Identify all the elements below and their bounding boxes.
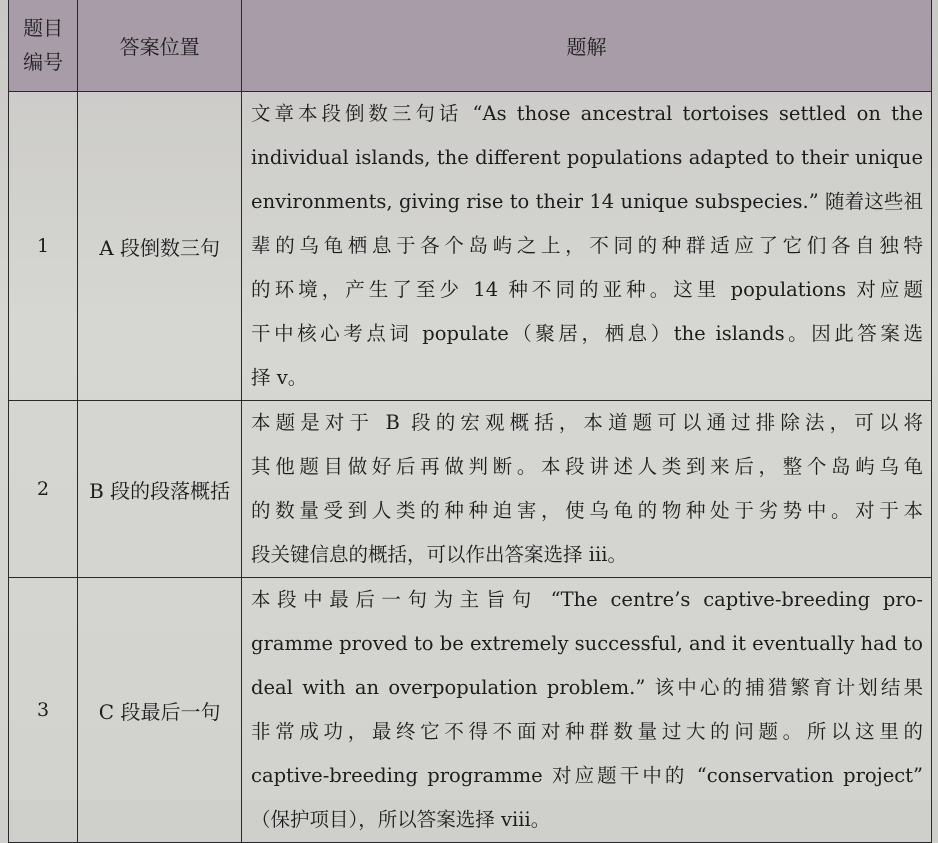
solution-line: 非常成功，最终它不得不面对种群数量过大的问题。所以这里的 (251, 720, 923, 743)
header-answer-position: 答案位置 (78, 0, 242, 92)
question-number: 2 (9, 401, 78, 578)
header-question-number (9, 0, 78, 92)
solution-line: deal with an overpopulation problem.” 该中心的捕猎繁育计划结果 (251, 676, 923, 699)
solution-text (242, 401, 932, 578)
solution-line: gramme proved to be extremely successful, and it eventually had to (251, 632, 923, 655)
answer-table (8, 0, 932, 843)
table-header-row (9, 0, 932, 92)
table-row (9, 578, 932, 843)
answer-position: C 段最后一句 (78, 578, 242, 843)
solution-line: environments, giving rise to their 14 unique subspecies.” 随着这些祖 (251, 190, 923, 213)
solution-line: 文章本段倒数三句话 “As those ancestral tortoises settled on the (251, 102, 923, 125)
header-solution: 题解 (242, 0, 932, 92)
answer-position: B 段的段落概括 (78, 401, 242, 578)
solution-line: individual islands, the different populations adapted to their unique (251, 146, 923, 169)
solution-text (242, 578, 932, 843)
solution-line: 本题是对于 B 段的宏观概括，本道题可以通过排除法，可以将 (251, 411, 923, 434)
solution-line: 其他题目做好后再做判断。本段讲述人类到来后，整个岛屿乌龟 (251, 455, 923, 478)
solution-line: 的数量受到人类的种种迫害，使乌龟的物种处于劣势中。对于本 (251, 499, 923, 522)
table-row (9, 92, 932, 401)
solution-line: 的环境，产生了至少 14 种不同的亚种。这里 populations 对应题 (251, 278, 923, 301)
solution-line: 择 v。 (251, 366, 308, 389)
header-label: 题目 (23, 16, 64, 40)
question-number: 3 (9, 578, 78, 843)
answer-position: A 段倒数三句 (78, 92, 242, 401)
table-row (9, 401, 932, 578)
solution-text (242, 92, 932, 401)
solution-line: 段关键信息的概括，可以作出答案选择 iii。 (251, 543, 627, 566)
solution-line: 干中核心考点词 populate（聚居，栖息）the islands。因此答案选 (251, 322, 923, 345)
solution-line: （保护项目），所以答案选择 viii。 (251, 808, 551, 831)
solution-line: 本段中最后一句为主旨句 “The centre’s captive-breeding pro- (251, 588, 923, 611)
header-label: 编号 (23, 50, 64, 74)
solution-line: captive-breeding programme 对应题干中的 “conservation project” (251, 764, 923, 787)
solution-line: 辈的乌龟栖息于各个岛屿之上，不同的种群适应了它们各自独特 (251, 234, 923, 257)
question-number: 1 (9, 92, 78, 401)
